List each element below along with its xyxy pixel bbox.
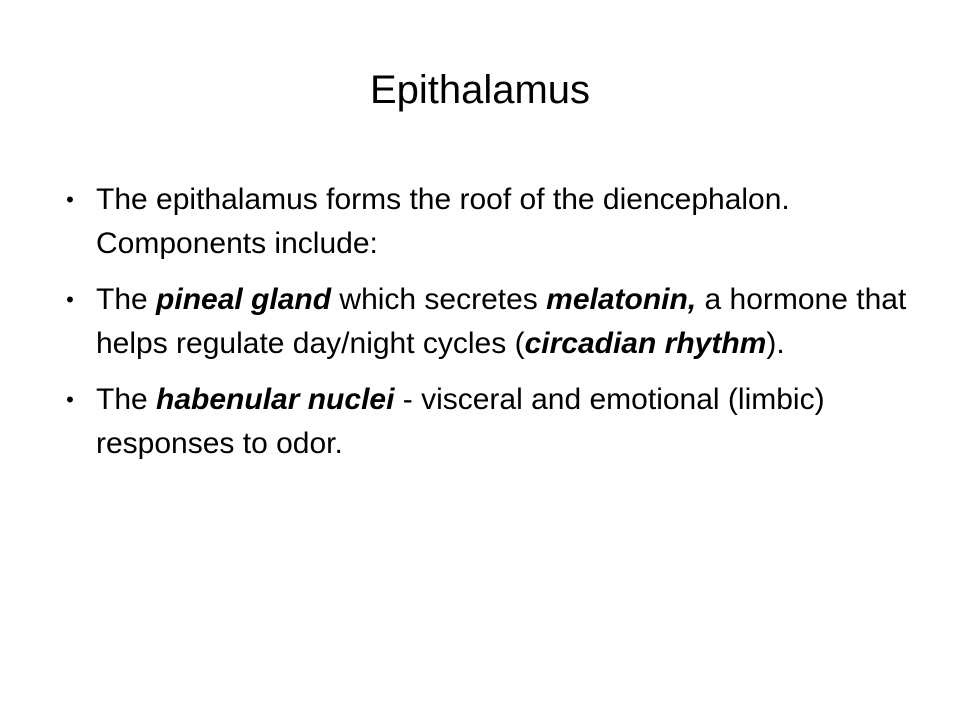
text-segment: - visceral and emotional (limbic) responses to odor. bbox=[96, 383, 825, 460]
term-habenular-nuclei: habenular nuclei bbox=[156, 383, 395, 416]
bullet-icon: • bbox=[66, 387, 74, 412]
text-segment: ). bbox=[766, 327, 785, 360]
bullet-list bbox=[60, 178, 910, 478]
text-segment: which secretes bbox=[331, 283, 547, 316]
term-pineal-gland: pineal gland bbox=[156, 283, 332, 316]
bullet-item-habenular bbox=[60, 378, 910, 466]
bullet-text bbox=[96, 383, 825, 460]
bullet-text bbox=[96, 283, 906, 360]
bullet-text: The epithalamus forms the roof of the diencephalon. Components include: bbox=[96, 183, 790, 260]
term-melatonin: melatonin, bbox=[546, 283, 697, 316]
bullet-icon: • bbox=[66, 287, 74, 312]
text-segment: The bbox=[96, 383, 157, 416]
text-segment: The bbox=[96, 283, 157, 316]
term-circadian-rhythm: circadian rhythm bbox=[524, 327, 767, 360]
bullet-item-pineal bbox=[60, 278, 910, 366]
bullet-icon: • bbox=[66, 187, 74, 212]
bullet-item-roof bbox=[60, 178, 910, 266]
slide-title: Epithalamus bbox=[369, 68, 591, 112]
text-segment: a hormone that helps regulate day/night cycles ( bbox=[96, 283, 907, 360]
